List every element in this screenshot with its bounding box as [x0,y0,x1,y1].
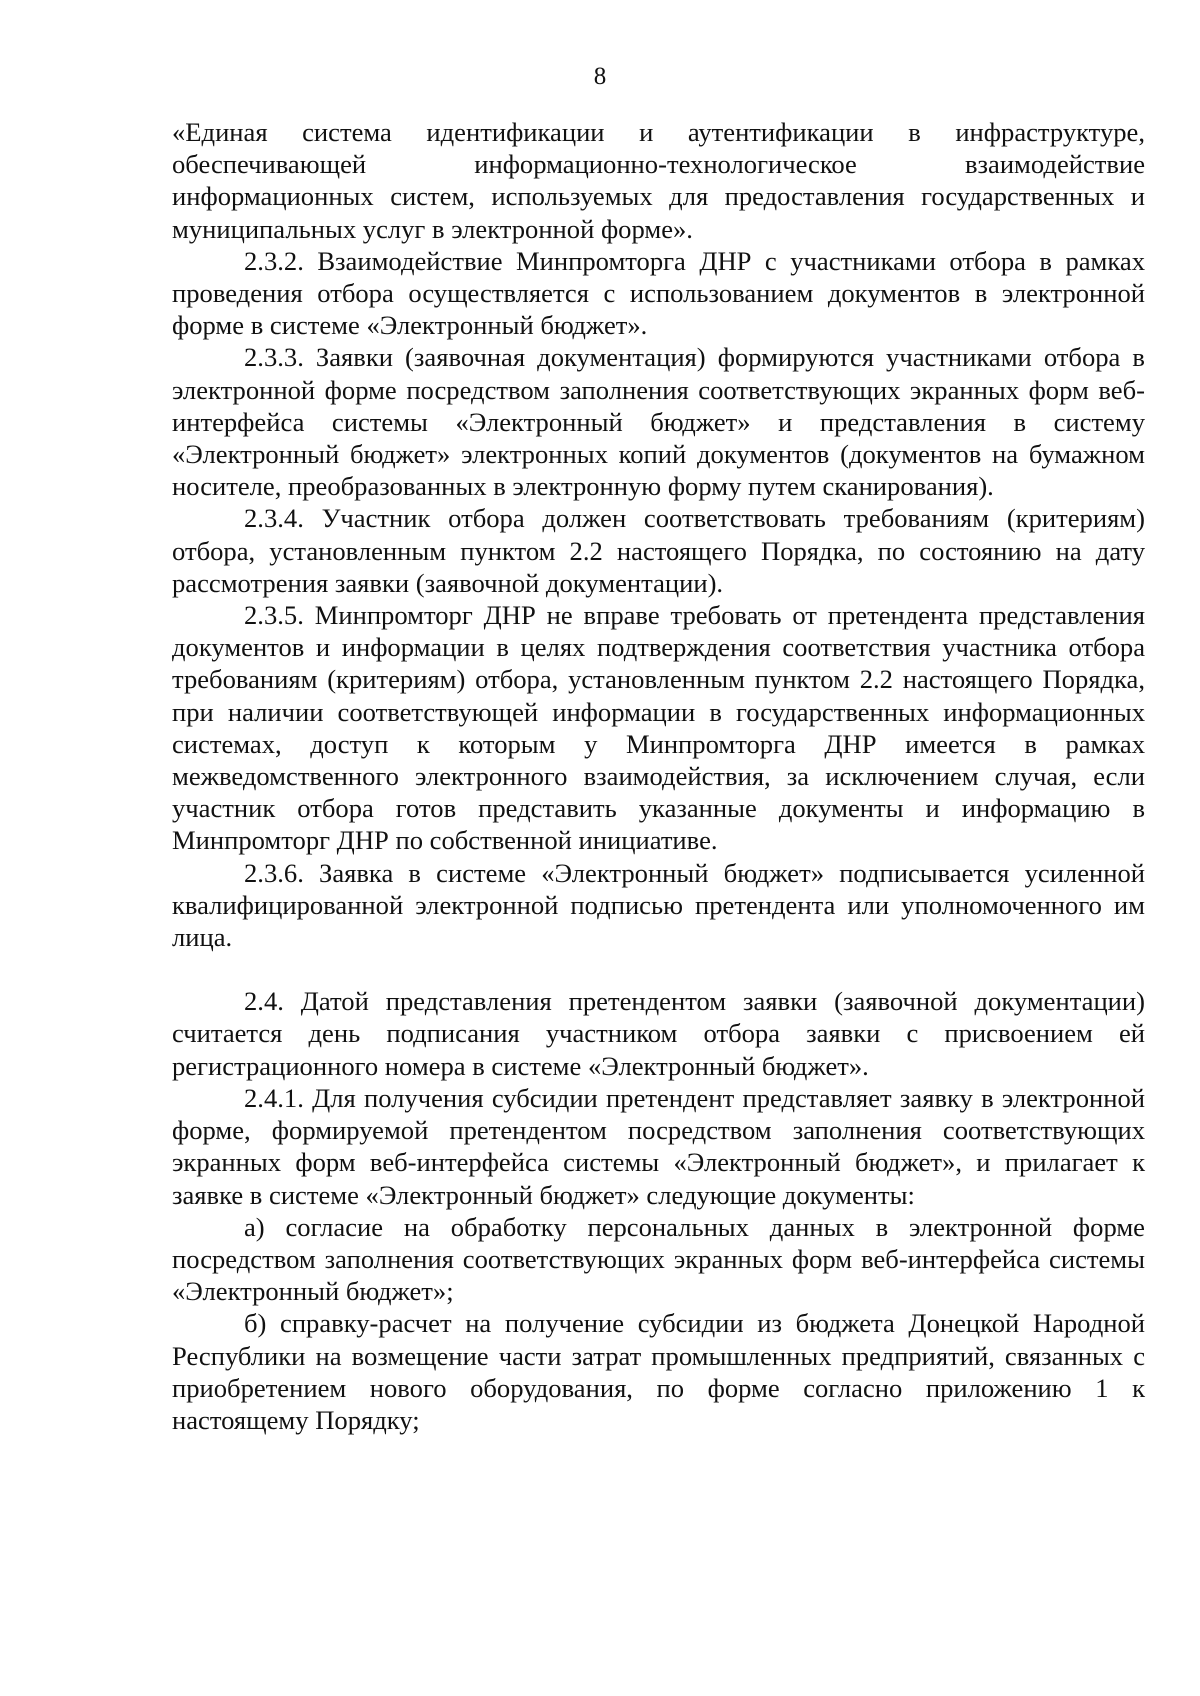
paragraph-continuation: «Единая система идентификации и аутентификации в инфраструктуре, обеспечивающей информационно-технологическое взаимодействие информационных систем, используемых для предоставления государственных и муниципальных услуг в электронной форме». [172,117,1145,244]
paragraph-2-3-2: 2.3.2. Взаимодействие Минпромторга ДНР с участниками отбора в рамках проведения отбора осуществляется с использованием документов в электронной форме в системе «Электронный бюджет». [172,245,1145,341]
page-number: 8 [593,63,607,90]
paragraph-2-4: 2.4. Датой представления претендентом заявки (заявочной документации) считается день подписания участником отбора заявки с присвоением ей регистрационного номера в системе «Электронный бюджет». [172,986,1145,1081]
paragraph-2-3-5: 2.3.5. Минпромторг ДНР не вправе требовать от претендента представления документов и информации в целях подтверждения соответствия участника отбора требованиям (критериям) отбора, установленным пунктом 2.2 настоящего Порядка, при наличии соответствующей информации в государственных информационных системах, доступ к которым у Минпромторга ДНР имеется в рамках межведомственного электронного взаимодействия, за исключением случая, если участник отбора готов представить указанные документы и информацию в Минпромторг ДНР по собственной инициативе. [172,600,1145,856]
document-body [172,116,1145,1436]
list-item-b: б) справку-расчет на получение субсидии из бюджета Донецкой Народной Республики на возмещение части затрат промышленных предприятий, связанных с приобретением нового оборудования, по форме согласно приложению 1 к настоящему Порядку; [172,1308,1145,1435]
paragraph-2-3-3: 2.3.3. Заявки (заявочная документация) формируются участниками отбора в электронной форме посредством заполнения соответствующих экранных форм веб-интерфейса системы «Электронный бюджет» и представления в систему «Электронный бюджет» электронных копий документов (документов на бумажном носителе, преобразованных в электронную форму путем сканирования). [172,342,1145,502]
section-gap [172,953,1145,985]
list-item-a: а) согласие на обработку персональных данных в электронной форме посредством заполнения соответствующих экранных форм веб-интерфейса системы «Электронный бюджет»; [172,1211,1145,1307]
paragraph-2-3-4: 2.3.4. Участник отбора должен соответствовать требованиям (критериям) отбора, установленным пунктом 2.2 настоящего Порядка, по состоянию на дату рассмотрения заявки (заявочной документации). [172,503,1145,598]
paragraph-2-3-6: 2.3.6. Заявка в системе «Электронный бюджет» подписывается усиленной квалифицированной электронной подписью претендента или уполномоченного им лица. [172,857,1145,953]
paragraph-2-4-1: 2.4.1. Для получения субсидии претендент представляет заявку в электронной форме, формируемой претендентом посредством заполнения соответствующих экранных форм веб-интерфейса системы «Электронный бюджет», и прилагает к заявке в системе «Электронный бюджет» следующие документы: [172,1082,1145,1210]
